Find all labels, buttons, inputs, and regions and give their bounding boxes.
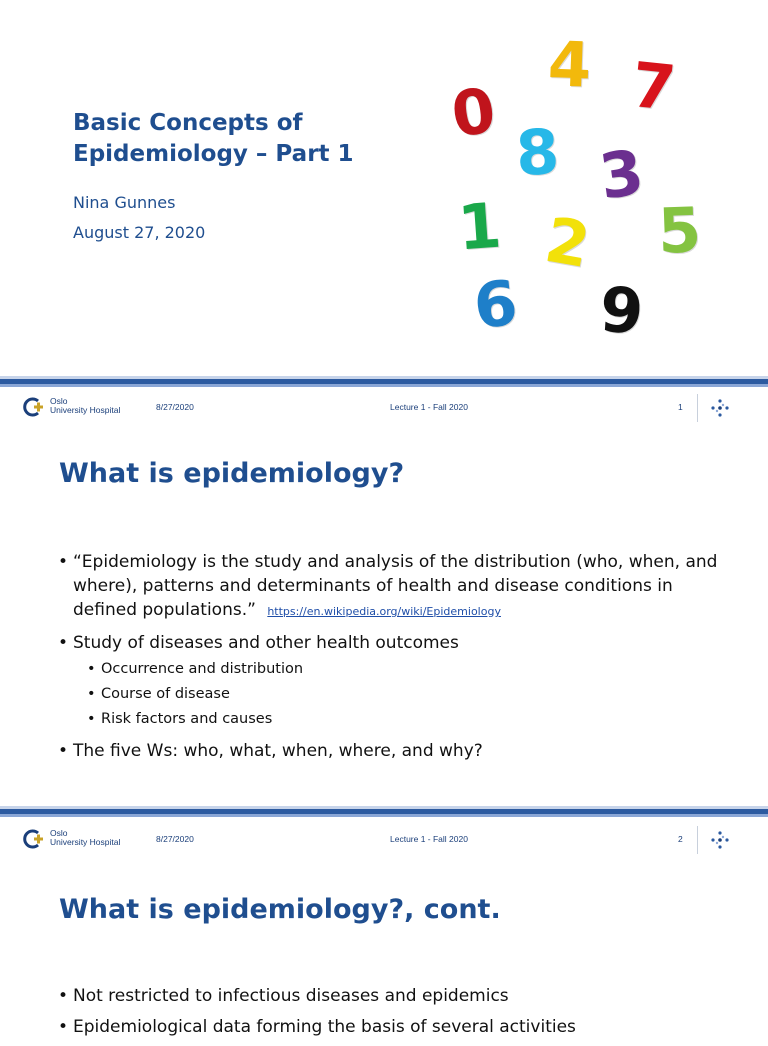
wikipedia-link[interactable]: https://en.wikipedia.org/wiki/Epidemiology xyxy=(267,605,501,618)
slide-footer xyxy=(0,826,768,856)
digit-4: 4 xyxy=(546,27,593,102)
study-text: Study of diseases and other health outcomes xyxy=(73,633,459,653)
definition-text: “Epidemiology is the study and analysis of the distribution (who, when, and where), patterns and determinants of health and disease conditions in defined populations.” xyxy=(73,552,718,620)
author-name: Nina Gunnes xyxy=(73,193,176,212)
dots-cross-icon xyxy=(710,830,730,850)
logo-text-line2: University Hospital xyxy=(50,837,121,847)
bullet-list xyxy=(58,984,738,1046)
footer-lecture: Lecture 1 - Fall 2020 xyxy=(390,402,468,412)
logo-text xyxy=(50,829,120,847)
sub-bullet-course: • Course of disease xyxy=(87,682,738,707)
bullet-study xyxy=(58,631,738,732)
slide-divider-band xyxy=(0,806,768,818)
slide-2 xyxy=(0,820,768,1037)
digit-5: 5 xyxy=(656,193,703,268)
digit-7: 7 xyxy=(628,47,679,126)
logo-text-line1: Oslo xyxy=(50,828,68,838)
digit-0: 0 xyxy=(447,73,500,152)
bullet-not-restricted: • Not restricted to infectious diseases and epidemics xyxy=(58,984,738,1008)
sub-bullet-occurrence: • Occurrence and distribution xyxy=(87,657,738,682)
presentation-title-line2: Epidemiology – Part 1 xyxy=(73,141,354,167)
footer-date: 8/27/2020 xyxy=(156,834,194,844)
logo-text-line2: University Hospital xyxy=(50,405,121,415)
sub-bullet-list xyxy=(73,657,738,732)
digit-6: 6 xyxy=(470,265,521,344)
title-block xyxy=(73,108,354,248)
digit-8: 8 xyxy=(514,114,561,191)
footer-divider xyxy=(697,394,698,422)
sub-bullet-risk: • Risk factors and causes xyxy=(87,707,738,732)
logo-text xyxy=(50,397,120,415)
presentation-date: August 27, 2020 xyxy=(73,223,206,242)
footer-page-number: 2 xyxy=(678,834,683,844)
slide-heading: What is epidemiology?, cont. xyxy=(59,894,501,925)
footer-date: 8/27/2020 xyxy=(156,402,194,412)
bullet-five-ws: • The five Ws: who, what, when, where, and why? xyxy=(58,739,738,763)
bullet-list xyxy=(58,550,738,770)
bullet-data-basis: • Epidemiological data forming the basis of several activities xyxy=(58,1015,738,1039)
slide-1 xyxy=(0,390,768,806)
slide-divider-band xyxy=(0,376,768,388)
digit-3: 3 xyxy=(595,135,648,214)
slide-heading: What is epidemiology? xyxy=(59,458,405,489)
footer-lecture: Lecture 1 - Fall 2020 xyxy=(390,834,468,844)
bullet-definition xyxy=(58,550,738,624)
oslo-hospital-logo-icon xyxy=(24,397,44,417)
dots-cross-icon xyxy=(710,398,730,418)
presentation-title-line1: Basic Concepts of xyxy=(73,110,303,136)
footer-divider xyxy=(697,826,698,854)
digit-2: 2 xyxy=(540,202,596,283)
logo-text-line1: Oslo xyxy=(50,396,68,406)
digit-1: 1 xyxy=(455,188,504,265)
oslo-hospital-logo-icon xyxy=(24,829,44,849)
footer-page-number: 1 xyxy=(678,402,683,412)
slide-footer xyxy=(0,394,768,424)
title-slide xyxy=(0,0,768,376)
digit-9: 9 xyxy=(597,272,646,349)
